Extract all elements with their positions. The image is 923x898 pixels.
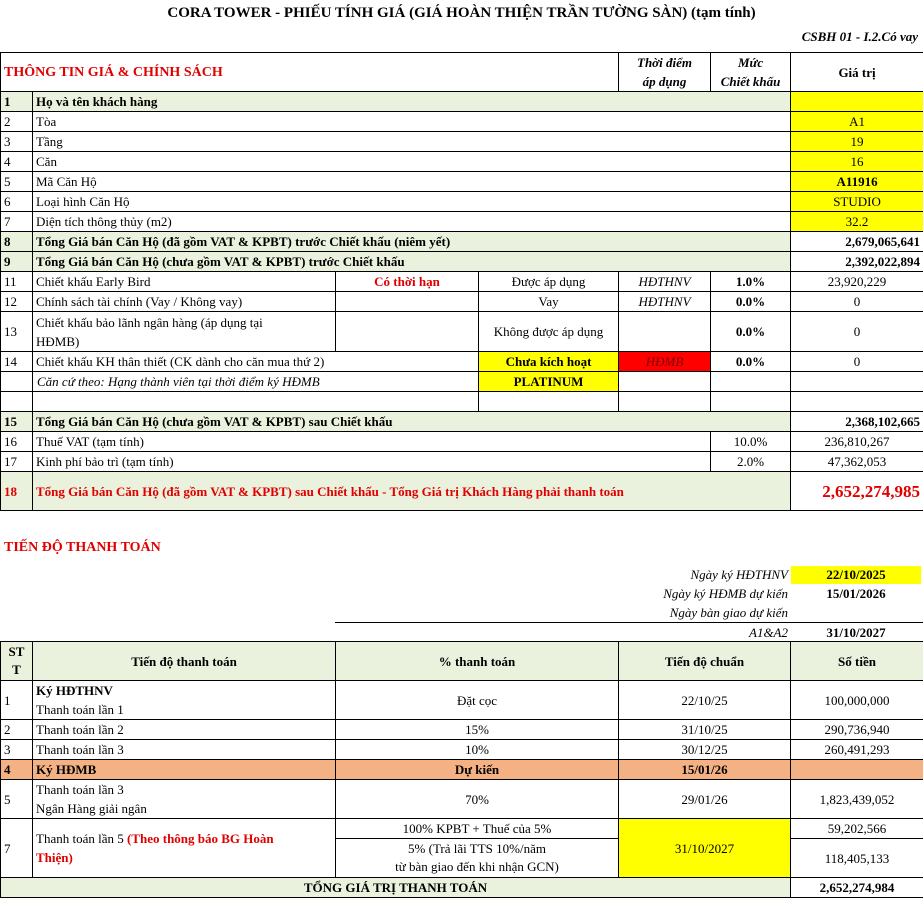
row-no: 4 [1, 760, 33, 780]
row-pct-2a: 5% (Trả lãi TTS 10%/năm [339, 840, 615, 858]
row-no: 15 [1, 412, 33, 432]
row-no: 14 [1, 352, 33, 372]
row-no: 4 [1, 152, 33, 172]
early-bird-value: 23,920,229 [791, 272, 923, 292]
payment-table [0, 641, 923, 898]
row-label: Mã Căn Hộ [33, 172, 791, 192]
row-title: Thanh toán lần 3 [36, 780, 332, 799]
row-label: Kinh phí bảo trì (tạm tính) [33, 452, 711, 472]
table-row [1, 272, 923, 292]
row-pct: 10% [336, 740, 619, 760]
row-title-note: (Theo thông báo BG Hoàn [127, 831, 274, 846]
col-schedule: Tiến độ thanh toán [33, 642, 336, 681]
early-bird-pct: 1.0% [711, 272, 791, 292]
row-no: 3 [1, 132, 33, 152]
table-row [1, 152, 923, 172]
row-amount: 260,491,293 [791, 740, 923, 760]
col-stt-2: T [1, 661, 32, 679]
row-no: 5 [1, 780, 33, 819]
row-title-note-2: Thiện) [36, 848, 332, 867]
row-pct-2b: từ bàn giao đến khi nhận GCN) [339, 858, 615, 876]
list-price-value: 2,679,065,641 [791, 232, 923, 252]
row-pct: 100% KPBT + Thuế của 5% [336, 819, 619, 839]
policy-code: CSBH 01 - I.2.Có vay [700, 27, 918, 47]
handover-block: A1&A2 [540, 623, 788, 643]
maintenance-value: 47,362,053 [791, 452, 923, 472]
row-no: 8 [1, 232, 33, 252]
row-pct: Đặt cọc [336, 681, 619, 720]
finance-pct: 0.0% [711, 292, 791, 312]
col-standard: Tiến độ chuẩn [619, 642, 791, 681]
row-no: 1 [1, 92, 33, 112]
handover-value: 31/10/2027 [791, 623, 921, 643]
payment-header-row [1, 642, 923, 681]
table-row [1, 352, 923, 372]
row-label: Tổng Giá bán Căn Hộ (chưa gồm VAT & KPBT) sau Chiết khấu [33, 412, 791, 432]
row-no: 2 [1, 112, 33, 132]
table-row [1, 112, 923, 132]
handover-label: Ngày bàn giao dự kiến [540, 603, 788, 623]
row-label: Tòa [33, 112, 791, 132]
col-discount-1: Mức [711, 53, 791, 73]
row-title: Thanh toán lần 3 [33, 740, 336, 760]
row-title: Ký HĐTHNV [36, 681, 332, 700]
page-title: CORA TOWER - PHIẾU TÍNH GIÁ (GIÁ HOÀN THIỆN TRẦN TƯỜNG SÀN) (tạm tính) [0, 3, 923, 23]
finance-apply[interactable]: Vay [479, 292, 619, 312]
row-label: Họ và tên khách hàng [33, 92, 791, 112]
row-pct: Dự kiến [336, 760, 619, 780]
loyalty-value: 0 [791, 352, 923, 372]
row-label: Thuế VAT (tạm tính) [33, 432, 711, 452]
row-label: Diện tích thông thủy (m2) [33, 212, 791, 232]
row-label-line-1: Chiết khấu bảo lãnh ngân hàng (áp dụng tại [36, 313, 332, 332]
row-label: Tổng Giá bán Căn Hộ (đã gồm VAT & KPBT) sau Chiết khấu - Tổng Giá trị Khách Hàng phải thanh toán [33, 472, 791, 511]
grand-total-value: 2,652,274,985 [791, 472, 923, 511]
total-label: TỔNG GIÁ TRỊ THANH TOÁN [1, 878, 791, 898]
vat-pct: 10.0% [711, 432, 791, 452]
row-no: 3 [1, 740, 33, 760]
row-no: 1 [1, 681, 33, 720]
table-row [1, 819, 923, 839]
row-amount: 59,202,566 [791, 819, 923, 839]
row-label: Tầng [33, 132, 791, 152]
row-pct: 70% [336, 780, 619, 819]
row-date: 22/10/25 [619, 681, 791, 720]
loyalty-status[interactable]: Chưa kích hoạt [479, 352, 619, 372]
price-header-row [1, 53, 923, 73]
total-row [1, 878, 923, 898]
row-label: Chiết khấu KH thân thiết (CK dành cho căn mua thứ 2) [33, 352, 479, 372]
table-row [1, 92, 923, 112]
loyalty-pct: 0.0% [711, 352, 791, 372]
row-label: Tổng Giá bán Căn Hộ (đã gồm VAT & KPBT) trước Chiết khấu (niêm yết) [33, 232, 791, 252]
row-no: 5 [1, 172, 33, 192]
row-no: 6 [1, 192, 33, 212]
row-title: Thanh toán lần 5 [36, 831, 127, 846]
total-value: 2,652,274,984 [791, 878, 923, 898]
col-time-1: Thời điểm [619, 53, 711, 73]
row-date[interactable]: 31/10/2027 [619, 819, 791, 878]
row-pct: 15% [336, 720, 619, 740]
sign-hdmb-label: Ngày ký HĐMB dự kiến [540, 584, 788, 604]
table-row [1, 312, 923, 352]
area-value: 32.2 [791, 212, 923, 232]
col-percent: % thanh toán [336, 642, 619, 681]
row-no: 13 [1, 312, 33, 352]
row-amount: 100,000,000 [791, 681, 923, 720]
row-label: Căn [33, 152, 791, 172]
vat-value: 236,810,267 [791, 432, 923, 452]
row-title: Thanh toán lần 2 [33, 720, 336, 740]
row-date: 31/10/25 [619, 720, 791, 740]
early-bird-apply[interactable]: Được áp dụng [479, 272, 619, 292]
row-label: Tổng Giá bán Căn Hộ (chưa gồm VAT & KPBT) trước Chiết khấu [33, 252, 791, 272]
table-row [1, 372, 923, 392]
payment-heading: TIẾN ĐỘ THANH TOÁN [4, 538, 161, 558]
row-no: 11 [1, 272, 33, 292]
spacer-row [1, 392, 923, 412]
sign-hdthnv-value[interactable]: 22/10/2025 [791, 566, 921, 584]
row-amount [791, 760, 923, 780]
table-row [1, 472, 923, 511]
table-row [1, 292, 923, 312]
row-label: Chính sách tài chính (Vay / Không vay) [33, 292, 336, 312]
table-row [1, 212, 923, 232]
table-row [1, 432, 923, 452]
row-no: 18 [1, 472, 33, 511]
apartment-code-value: A11916 [791, 172, 923, 192]
membership-basis: Căn cứ theo: Hạng thành viên tại thời điểm ký HĐMB [33, 372, 479, 392]
bank-guarantee-pct: 0.0% [711, 312, 791, 352]
bank-guarantee-apply[interactable]: Không được áp dụng [479, 312, 619, 352]
finance-value: 0 [791, 292, 923, 312]
table-row [1, 452, 923, 472]
sign-hdmb-value: 15/01/2026 [791, 585, 921, 603]
early-bird-time: HĐTHNV [619, 272, 711, 292]
loyalty-time: HĐMB [619, 352, 711, 372]
table-row [1, 412, 923, 432]
row-no: 16 [1, 432, 33, 452]
row-no: 7 [1, 212, 33, 232]
row-label-line-2: HĐMB) [36, 332, 332, 351]
table-row [1, 132, 923, 152]
col-stt-1: ST [1, 643, 32, 661]
maintenance-pct: 2.0% [711, 452, 791, 472]
table-row [1, 681, 923, 720]
table-row [1, 740, 923, 760]
table-row [1, 760, 923, 780]
row-no: 9 [1, 252, 33, 272]
unit-value[interactable]: 16 [791, 152, 923, 172]
row-amount: 118,405,133 [791, 839, 923, 878]
row-amount: 1,823,439,052 [791, 780, 923, 819]
table-row [1, 720, 923, 740]
col-value: Giá trị [791, 53, 923, 92]
floor-value[interactable]: 19 [791, 132, 923, 152]
table-row [1, 192, 923, 212]
row-sub: Thanh toán lần 1 [36, 700, 332, 719]
apartment-type-value: STUDIO [791, 192, 923, 212]
row-date: 29/01/26 [619, 780, 791, 819]
table-row [1, 172, 923, 192]
price-table [0, 52, 923, 511]
row-label: Chiết khấu Early Bird [33, 272, 336, 292]
table-row [1, 232, 923, 252]
finance-time: HĐTHNV [619, 292, 711, 312]
row-date: 15/01/26 [619, 760, 791, 780]
post-discount-value: 2,368,102,665 [791, 412, 923, 432]
early-bird-note: Có thời hạn [336, 272, 479, 292]
table-row [1, 252, 923, 272]
col-amount: Số tiền [791, 642, 923, 681]
row-no: 17 [1, 452, 33, 472]
membership-tier: PLATINUM [479, 372, 619, 392]
table-row [1, 780, 923, 819]
row-amount: 290,736,940 [791, 720, 923, 740]
row-title: Ký HĐMB [33, 760, 336, 780]
row-label: Loại hình Căn Hộ [33, 192, 791, 212]
pre-discount-value: 2,392,022,894 [791, 252, 923, 272]
col-time-2: áp dụng [619, 72, 711, 92]
row-no: 7 [1, 819, 33, 878]
col-discount-2: Chiết khấu [711, 72, 791, 92]
bank-guarantee-value: 0 [791, 312, 923, 352]
row-no: 2 [1, 720, 33, 740]
price-section-heading: THÔNG TIN GIÁ & CHÍNH SÁCH [1, 53, 619, 92]
row-sub: Ngân Hàng giải ngân [36, 799, 332, 818]
row-no: 12 [1, 292, 33, 312]
customer-name-value[interactable] [791, 92, 923, 112]
sign-hdthnv-label: Ngày ký HĐTHNV [540, 565, 788, 585]
tower-value[interactable]: A1 [791, 112, 923, 132]
row-date: 30/12/25 [619, 740, 791, 760]
